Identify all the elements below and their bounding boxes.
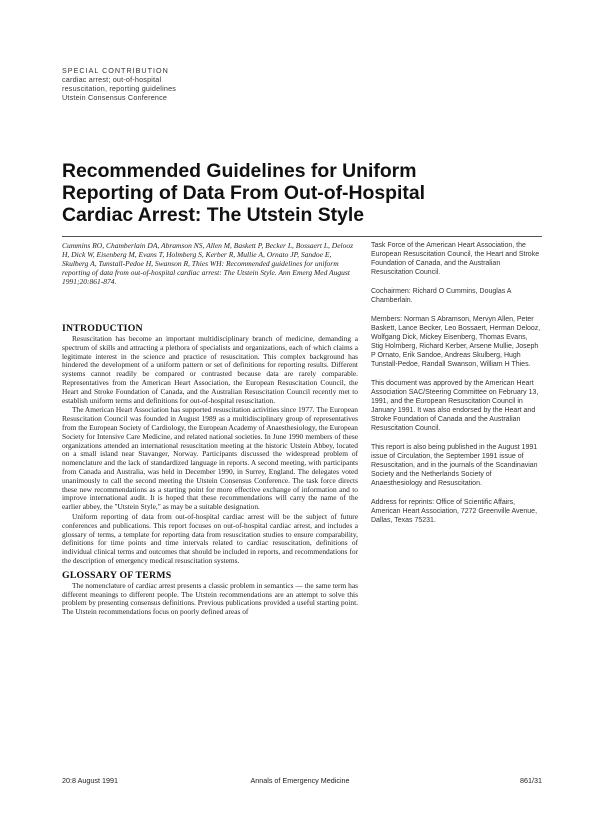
members-note: Members: Norman S Abramson, Mervyn Allen, Peter Baskett, Lance Becker, Leo Bossaert, Herman Delooz, Wolfgang Dick, Mickey Eisenberg, Thomas Evans, Stig Holmberg, Richard Kerber, Arsene Mullie, Joseph P Ornato, Erik Sandoe, Andreas Skulberg, Hugh Tunstall-Pedoe, Randall Swanson, William H Thies. bbox=[371, 316, 541, 368]
intro-paragraph-3: Uniform reporting of data from out-of-hospital cardiac arrest will be the subject of future conferences and publications. This report focuses on out-of-hospital cardiac arrest, and includes a glossary of terms, a template for reporting data from resuscitation studies to ensure comparability, definitions for time points and time intervals related to cardiac resuscitation, definitions of individual clinical terms and outcomes that should be included in reports, and recommendations for the description of emergency medical resuscitation systems. bbox=[62, 511, 358, 565]
keyword-line-3: Utstein Consensus Conference bbox=[62, 93, 168, 102]
title-line-2: Reporting of Data From Out-of-Hospital bbox=[62, 182, 426, 204]
title-divider bbox=[62, 236, 542, 237]
main-column bbox=[62, 323, 358, 617]
category-heading: SPECIAL CONTRIBUTION bbox=[62, 66, 169, 75]
footer-issue: 20:8 August 1991 bbox=[62, 776, 118, 785]
footer-journal: Annals of Emergency Medicine bbox=[250, 776, 350, 785]
publication-note: This report is also being published in the August 1991 issue of Circulation, the September 1991 issue of Resuscitation, and in the journals of the Scandinavian Society and the Netherlands Society of Anaesthesiology and Resuscitation. bbox=[371, 444, 538, 487]
side-column bbox=[371, 241, 541, 535]
glossary-paragraph-1: The nomenclature of cardiac arrest presents a classic problem in semantics — the same term has different meanings to different people. The Utstein recommendations are an attempt to solve this problem by presenting consensus definitions. Previous publications provided a useful starting point. The Utstein recommendations focus on poorly defined areas of bbox=[62, 580, 358, 617]
intro-heading: INTRODUCTION bbox=[62, 323, 143, 334]
affiliation-note: Task Force of the American Heart Association, the European Resuscitation Council, the Heart and Stroke Foundation of Canada, and the Australian Resuscitation Council. bbox=[371, 242, 540, 276]
keyword-line-1: cardiac arrest; out-of-hospital bbox=[62, 75, 162, 84]
cochairmen-note: Cochairmen: Richard O Cummins, Douglas A Chamberlain. bbox=[371, 288, 512, 304]
glossary-heading: GLOSSARY OF TERMS bbox=[62, 569, 172, 581]
article-title bbox=[62, 160, 482, 226]
citation-block: Cummins RO, Chamberlain DA, Abramson NS, Allen M, Baskett P, Becker L, Bossaert L, Delooz H, Dick W, Eisenberg M, Evans T, Holmberg S, Kerber R, Mullie A, Ornato JP, Sandoe E, Skulberg A, Tunstall-Pedoe H, Swanson R, Thies WH: Recommended guidelines for uniform reporting of data from out-of-hospital cardiac arrest: The Utstein Style. Ann Emerg Med August 1991;20:861-874. bbox=[62, 241, 354, 286]
footer-page: 861/31 bbox=[520, 776, 542, 785]
article-category bbox=[62, 66, 262, 102]
keyword-line-2: resuscitation, reporting guidelines bbox=[62, 84, 177, 93]
approval-note: This document was approved by the American Heart Association SAC/Steering Committee on February 13, 1991, and the European Resuscitation Council in January 1991. It was also endorsed by the Heart and Stroke Foundation of Canada and the Australian Resuscitation Council. bbox=[371, 380, 539, 432]
intro-paragraph-2: The American Heart Association has supported resuscitation activities since 1977. The European Resuscitation Council was founded in August 1989 as a multidisciplinary group of representatives from the European Society of Cardiology, the European Academy of Anaesthesiology, the European Society for Intensive Care Medicine, and related national societies. In June 1990 members of these organizations attended an international resuscitation meeting at the historic Utstein Abbey, located on a small island near Stavanger, Norway. Participants discussed the widespread problem of nomenclature and the lack of standardized language in reports. A second meeting, with participants from Canada and Australia, was held in December 1990, in Surrey, England. The delegates voted unanimously to call the second meeting the Utstein Consensus Conference. The task force directs these new recommendations as a starting point for more effective exchange of information and to improve international audit. It is hoped that these recommendations will carry the name of the earlier abbey, the "Utstein Style," as may be a suitable designation. bbox=[62, 405, 358, 512]
title-line-3: Cardiac Arrest: The Utstein Style bbox=[62, 204, 365, 226]
reprint-address: Address for reprints: Office of Scientific Affairs, American Heart Association, 7272 Greenville Avenue, Dallas, Texas 75231. bbox=[371, 499, 538, 524]
title-line-1: Recommended Guidelines for Uniform bbox=[62, 160, 417, 182]
intro-paragraph-1: Resuscitation has become an important multidisciplinary branch of medicine, demanding a spectrum of skills and attracting a plethora of specialists and organizations, each of which claims a legitimate interest in the science and practice of resuscitation. This complex background has hindered the development of a uniform pattern or set of definitions for reporting results. Different systems cannot readily be compared or contrasted because data are rarely comparable. Representatives from the American Heart Association, the European Resuscitation Council, the Heart and Stroke Foundation of Canada, and the Australian Resuscitation Council recently met to establish uniform terms and definitions for out-of-hospital resuscitation. bbox=[62, 334, 358, 405]
